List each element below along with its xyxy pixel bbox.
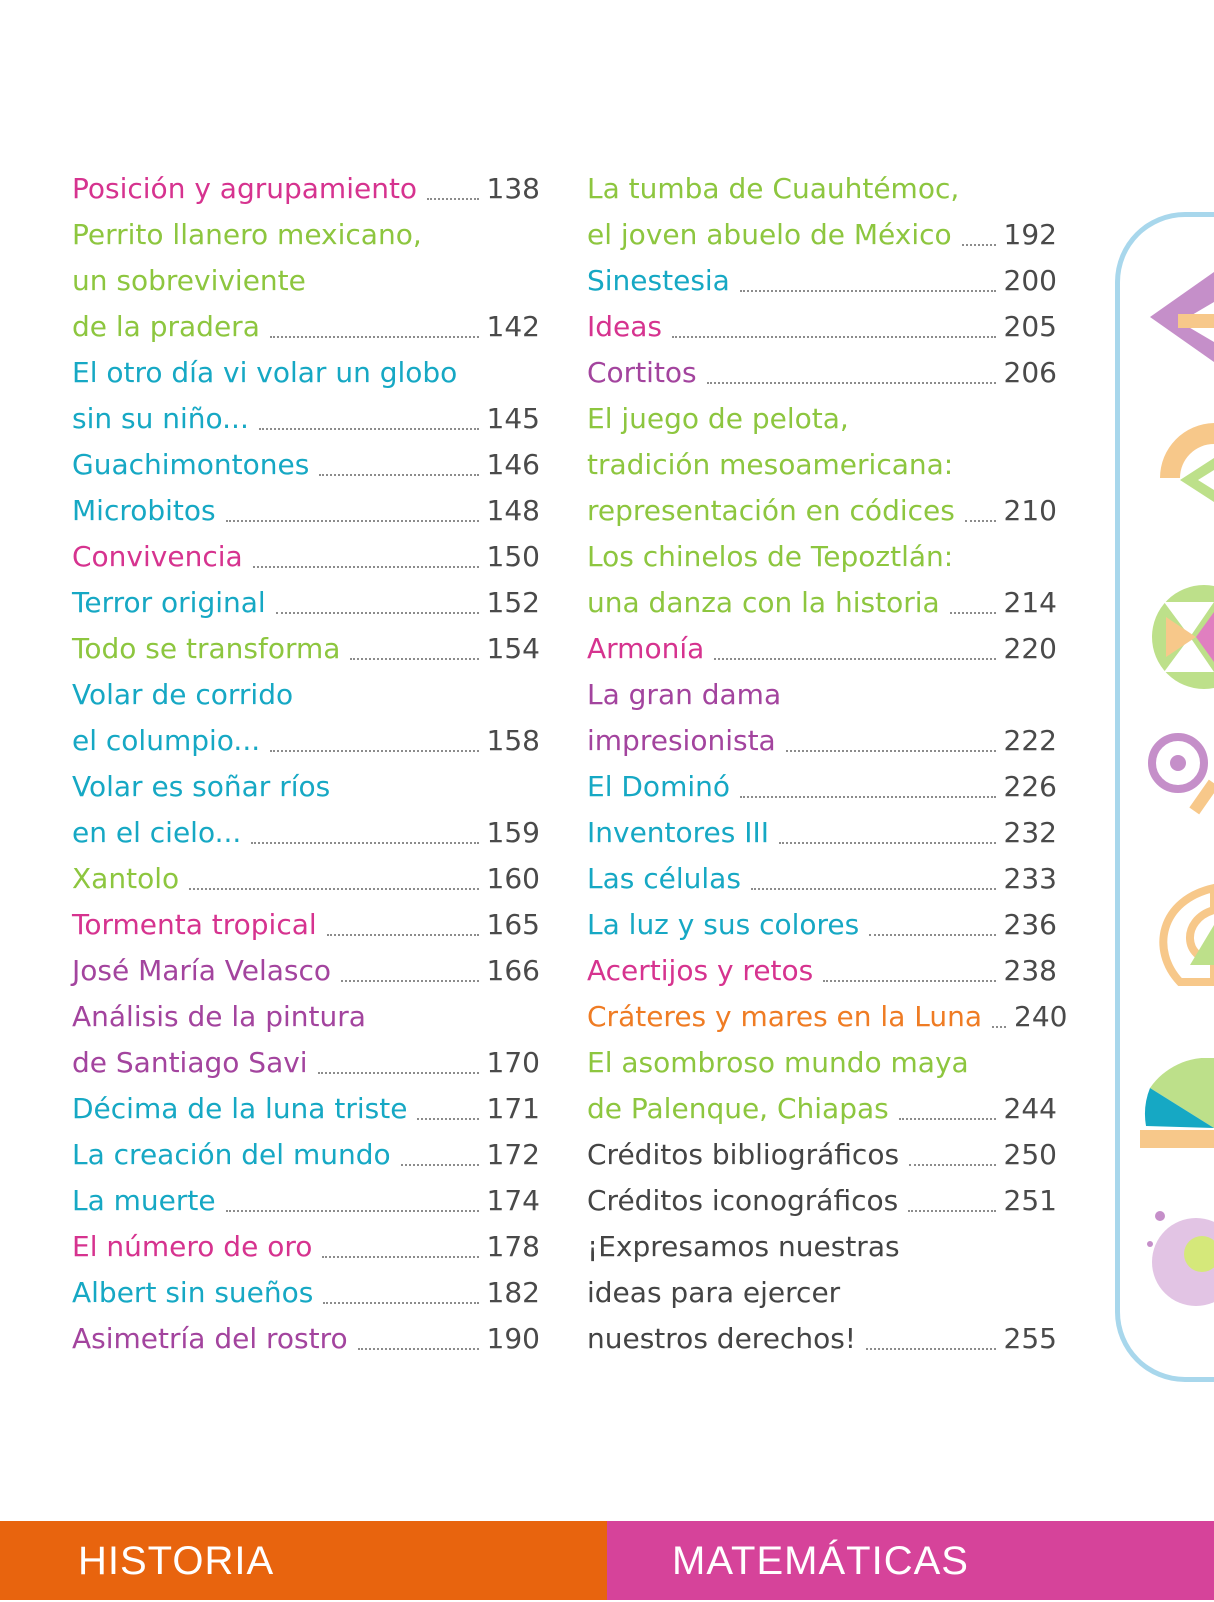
toc-leader-dots: [740, 290, 996, 292]
toc-entry-title: Cráteres y mares en la Luna: [587, 1000, 983, 1033]
toc-leader-dots: [962, 244, 996, 246]
toc-entry: [587, 350, 1057, 396]
toc-entry-title: Décima de la luna triste: [72, 1092, 408, 1125]
toc-entry: [72, 856, 540, 902]
toc-entry-title: Inventores III: [587, 816, 770, 849]
toc-entry: [72, 1178, 540, 1224]
toc-page-number: 251: [1003, 1184, 1057, 1217]
toc-entry-title: Xantolo: [72, 862, 180, 895]
toc-entry: [72, 626, 540, 672]
toc-page-number: 182: [486, 1276, 540, 1309]
toc-page-number: 178: [486, 1230, 540, 1263]
toc-entry: [587, 718, 1057, 764]
toc-page-number: 255: [1003, 1322, 1057, 1355]
toc-entry-title: Cortitos: [587, 356, 697, 389]
fan-shape-icon: [1140, 1058, 1214, 1168]
toc-entry: [587, 948, 1057, 994]
toc-page-number: 150: [486, 540, 540, 573]
toc-entry-title: tradición mesoamericana:: [587, 448, 954, 481]
toc-entry: [587, 1224, 1057, 1270]
toc-entry-title: El Dominó: [587, 770, 730, 803]
toc-page-number: 138: [486, 172, 540, 205]
toc-page-number: 240: [1014, 1000, 1068, 1033]
toc-entry: [72, 488, 540, 534]
toc-page-number: 210: [1003, 494, 1057, 527]
toc-page-number: 148: [486, 494, 540, 527]
toc-leader-dots: [417, 1118, 478, 1120]
toc-entry-title: Volar es soñar ríos: [72, 770, 331, 803]
toc-leader-dots: [350, 658, 478, 660]
footer-bar: [0, 1521, 1214, 1600]
toc-entry: [587, 166, 1057, 212]
toc-entry-title: sin su niño...: [72, 402, 249, 435]
toc-leader-dots: [899, 1118, 996, 1120]
toc-leader-dots: [751, 888, 996, 890]
toc-entry: [72, 580, 540, 626]
toc-leader-dots: [253, 566, 479, 568]
toc-entry-title: representación en códices: [587, 494, 955, 527]
toc-entry: [587, 580, 1057, 626]
toc-entry: [72, 1270, 540, 1316]
toc-entry-title: La muerte: [72, 1184, 216, 1217]
toc-entry: [587, 902, 1057, 948]
toc-leader-dots: [427, 198, 478, 200]
toc-entry: [72, 258, 540, 304]
toc-leader-dots: [869, 934, 995, 936]
toc-entry-title: una danza con la historia: [587, 586, 940, 619]
toc-page-number: 233: [1003, 862, 1057, 895]
toc-leader-dots: [786, 750, 996, 752]
toc-entry: [587, 1316, 1057, 1362]
toc-page-number: 171: [486, 1092, 540, 1125]
toc-page-number: 206: [1003, 356, 1057, 389]
toc-leader-dots: [707, 382, 996, 384]
toc-entry-title: Albert sin sueños: [72, 1276, 314, 1309]
toc-leader-dots: [950, 612, 996, 614]
toc-entry-title: Acertijos y retos: [587, 954, 814, 987]
toc-entry-title: La gran dama: [587, 678, 782, 711]
toc-entry-title: Microbitos: [72, 494, 216, 527]
toc-page-number: 154: [486, 632, 540, 665]
toc-entry-title: El juego de pelota,: [587, 402, 849, 435]
toc-leader-dots: [672, 336, 996, 338]
paint-splash-icon: [1140, 1204, 1214, 1314]
toc-entry-title: Convivencia: [72, 540, 243, 573]
hand-shape-icon: [1140, 880, 1214, 990]
toc-entry: [587, 994, 1068, 1040]
toc-entry: [72, 304, 540, 350]
toc-entry: [72, 350, 540, 396]
toc-leader-dots: [189, 888, 478, 890]
toc-entry-title: impresionista: [587, 724, 776, 757]
toc-entry-title: Volar de corrido: [72, 678, 294, 711]
toc-entry: [587, 304, 1057, 350]
toc-entry-title: Tormenta tropical: [72, 908, 317, 941]
toc-entry: [72, 994, 540, 1040]
toc-entry-title: de la pradera: [72, 310, 260, 343]
toc-entry: [587, 488, 1057, 534]
toc-entry-title: de Palenque, Chiapas: [587, 1092, 889, 1125]
toc-entry: [72, 1132, 540, 1178]
toc-leader-dots: [358, 1348, 479, 1350]
toc-entry: [587, 258, 1057, 304]
toc-entry: [72, 212, 540, 258]
toc-leader-dots: [965, 520, 996, 522]
toc-page-number: 165: [486, 908, 540, 941]
toc-entry: [587, 764, 1057, 810]
toc-page-number: 146: [486, 448, 540, 481]
toc-entry-title: Los chinelos de Tepoztlán:: [587, 540, 954, 573]
toc-entry: [587, 1178, 1057, 1224]
toc-entry: [72, 810, 540, 856]
toc-page-number: 222: [1003, 724, 1057, 757]
toc-leader-dots: [866, 1348, 996, 1350]
toc-entry: [587, 1040, 1057, 1086]
toc-entry-title: La tumba de Cuauhtémoc,: [587, 172, 960, 205]
toc-leader-dots: [276, 612, 479, 614]
toc-entry-title: el joven abuelo de México: [587, 218, 952, 251]
toc-entry-title: Armonía: [587, 632, 705, 665]
toc-entry-title: un sobreviviente: [72, 264, 306, 297]
toc-entry: [72, 672, 540, 718]
toc-page-number: 174: [486, 1184, 540, 1217]
toc-entry: [72, 1224, 540, 1270]
toc-page-number: 200: [1003, 264, 1057, 297]
half-sun-icon: [1140, 418, 1214, 528]
toc-page-number: 160: [486, 862, 540, 895]
toc-entry: [72, 948, 540, 994]
toc-entry: [587, 810, 1057, 856]
toc-leader-dots: [779, 842, 996, 844]
toc-entry-title: Perrito llanero mexicano,: [72, 218, 422, 251]
toc-leader-dots: [740, 796, 996, 798]
toc-entry-title: Créditos bibliográficos: [587, 1138, 900, 1171]
toc-entry-title: La creación del mundo: [72, 1138, 391, 1171]
toc-entry-title: Las células: [587, 862, 741, 895]
toc-entry: [72, 442, 540, 488]
toc-page-number: 220: [1003, 632, 1057, 665]
footer-tab-historia: HISTORIA: [0, 1521, 607, 1600]
toc-entry-title: Asimetría del rostro: [72, 1322, 348, 1355]
toc-page-number: 145: [486, 402, 540, 435]
toc-entry-title: Análisis de la pintura: [72, 1000, 366, 1033]
toc-page-number: 214: [1003, 586, 1057, 619]
toc-leader-dots: [992, 1026, 1006, 1028]
toc-page-number: 152: [486, 586, 540, 619]
toc-entry-title: Créditos iconográficos: [587, 1184, 899, 1217]
toc-column-left: [72, 166, 540, 1362]
toc-page-number: 190: [486, 1322, 540, 1355]
toc-entry-title: ¡Expresamos nuestras: [587, 1230, 900, 1263]
toc-entry-title: El número de oro: [72, 1230, 313, 1263]
toc-entry: [72, 1086, 540, 1132]
toc-entry: [587, 396, 1057, 442]
toc-entry: [587, 856, 1057, 902]
toc-entry-title: Sinestesia: [587, 264, 730, 297]
arrow-shape-icon: [1140, 262, 1214, 372]
toc-column-right: [587, 166, 1068, 1362]
toc-entry: [72, 718, 540, 764]
toc-entry-title: Guachimontones: [72, 448, 310, 481]
toc-leader-dots: [226, 520, 479, 522]
toc-leader-dots: [226, 1210, 479, 1212]
toc-entry: [72, 396, 540, 442]
toc-entry: [587, 534, 1057, 580]
toc-leader-dots: [908, 1210, 995, 1212]
toc-entry: [587, 442, 1057, 488]
toc-entry: [72, 1316, 540, 1362]
toc-leader-dots: [341, 980, 479, 982]
toc-entry: [587, 672, 1057, 718]
toc-entry: [72, 166, 540, 212]
toc-entry-title: en el cielo...: [72, 816, 242, 849]
toc-entry-title: ideas para ejercer: [587, 1276, 841, 1309]
toc-leader-dots: [319, 474, 478, 476]
toc-entry-title: El otro día vi volar un globo: [72, 356, 458, 389]
toc-leader-dots: [909, 1164, 996, 1166]
toc-leader-dots: [318, 1072, 479, 1074]
toc-leader-dots: [259, 428, 479, 430]
toc-leader-dots: [270, 336, 479, 338]
toc-page-number: 236: [1003, 908, 1057, 941]
toc-page-number: 170: [486, 1046, 540, 1079]
toc-page-number: 244: [1003, 1092, 1057, 1125]
toc-page-number: 232: [1003, 816, 1057, 849]
toc-leader-dots: [323, 1302, 478, 1304]
toc-entry: [587, 1086, 1057, 1132]
toc-entry: [72, 764, 540, 810]
toc-entry: [587, 1270, 1057, 1316]
toc-leader-dots: [270, 750, 478, 752]
toc-entry-title: José María Velasco: [72, 954, 332, 987]
toc-page-number: 238: [1003, 954, 1057, 987]
toc-entry: [587, 626, 1057, 672]
toc-page-number: 166: [486, 954, 540, 987]
toc-page-number: 205: [1003, 310, 1057, 343]
toc-page-number: 159: [486, 816, 540, 849]
toc-entry-title: El asombroso mundo maya: [587, 1046, 969, 1079]
footer-tab-matematicas: MATEMÁTICAS: [607, 1521, 1214, 1600]
toc-entry-title: Ideas: [587, 310, 663, 343]
toc-entry: [72, 1040, 540, 1086]
toc-leader-dots: [322, 1256, 478, 1258]
toc-entry: [72, 534, 540, 580]
toc-leader-dots: [823, 980, 995, 982]
toc-leader-dots: [251, 842, 478, 844]
toc-entry-title: La luz y sus colores: [587, 908, 860, 941]
toc-page-number: 142: [486, 310, 540, 343]
toc-page-number: 250: [1003, 1138, 1057, 1171]
toc-leader-dots: [714, 658, 995, 660]
toc-leader-dots: [401, 1164, 479, 1166]
toc-entry: [587, 212, 1057, 258]
toc-leader-dots: [327, 934, 479, 936]
toc-entry-title: el columpio...: [72, 724, 261, 757]
toc-page-number: 226: [1003, 770, 1057, 803]
toc-page-number: 192: [1003, 218, 1057, 251]
toc-entry-title: Todo se transforma: [72, 632, 341, 665]
toc-entry: [587, 1132, 1057, 1178]
envelope-shape-icon: [1140, 582, 1214, 692]
toc-entry: [72, 902, 540, 948]
toc-entry-title: Terror original: [72, 586, 266, 619]
toc-page-number: 172: [486, 1138, 540, 1171]
toc-entry-title: Posición y agrupamiento: [72, 172, 418, 205]
spiral-shape-icon: [1140, 718, 1214, 828]
toc-entry-title: nuestros derechos!: [587, 1322, 857, 1355]
toc-page-number: 158: [486, 724, 540, 757]
toc-entry-title: de Santiago Savi: [72, 1046, 308, 1079]
